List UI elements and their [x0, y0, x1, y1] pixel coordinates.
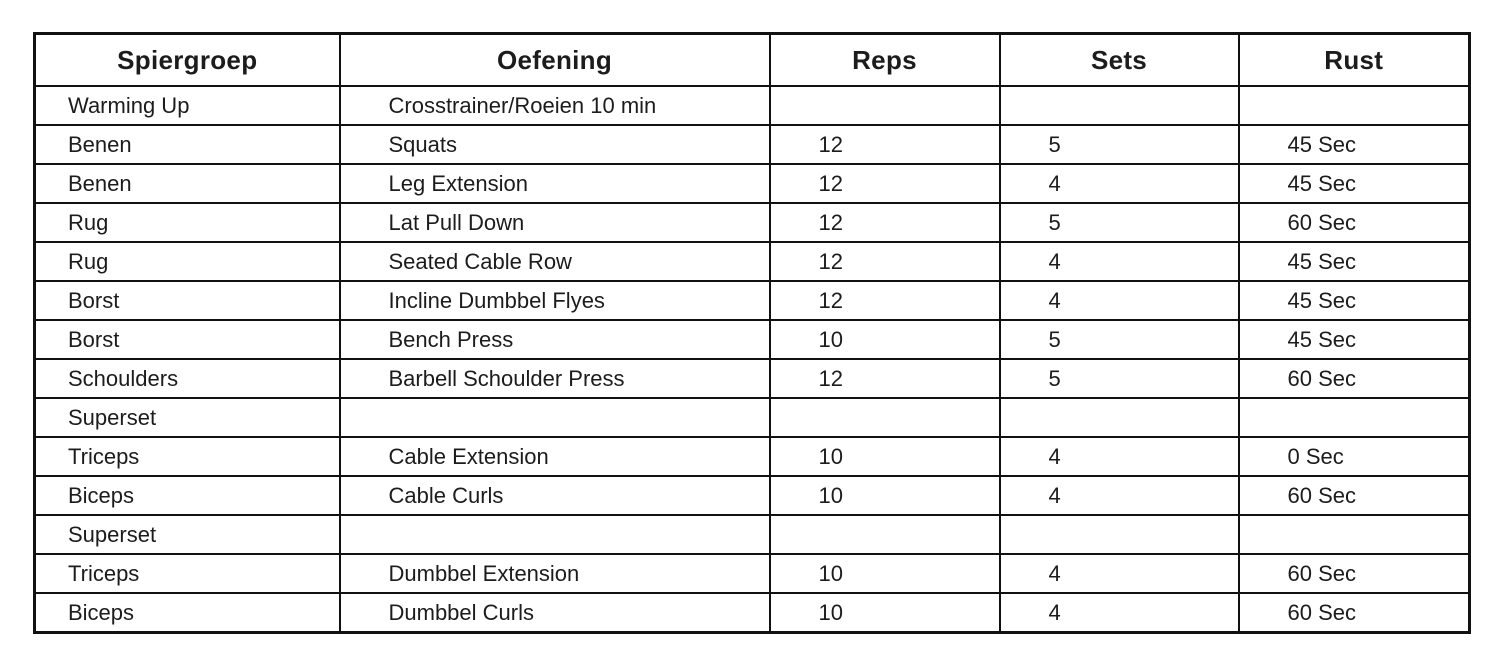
cell-spiergroep: Rug: [35, 203, 340, 242]
cell-oefening: Crosstrainer/Roeien 10 min: [340, 86, 770, 125]
cell-reps: 12: [770, 125, 1000, 164]
table-row: [35, 437, 1470, 476]
cell-rust: 60 Sec: [1239, 554, 1470, 593]
column-header-rust: Rust: [1239, 34, 1470, 87]
cell-reps: 12: [770, 281, 1000, 320]
table-row: [35, 86, 1470, 125]
cell-reps: 10: [770, 437, 1000, 476]
table-row: [35, 593, 1470, 633]
table-row: [35, 242, 1470, 281]
table-row: [35, 203, 1470, 242]
cell-sets: 5: [1000, 125, 1239, 164]
table-row: [35, 359, 1470, 398]
cell-oefening: Cable Curls: [340, 476, 770, 515]
cell-sets: 5: [1000, 359, 1239, 398]
cell-sets: 5: [1000, 203, 1239, 242]
table-row: [35, 125, 1470, 164]
cell-oefening: Incline Dumbbel Flyes: [340, 281, 770, 320]
cell-rust: 60 Sec: [1239, 359, 1470, 398]
cell-spiergroep: Schoulders: [35, 359, 340, 398]
cell-spiergroep: Superset: [35, 515, 340, 554]
cell-sets: 5: [1000, 320, 1239, 359]
cell-reps: [770, 86, 1000, 125]
cell-spiergroep: Biceps: [35, 476, 340, 515]
cell-rust: [1239, 86, 1470, 125]
table-row: [35, 554, 1470, 593]
cell-rust: [1239, 398, 1470, 437]
cell-reps: 10: [770, 593, 1000, 633]
column-header-reps: Reps: [770, 34, 1000, 87]
cell-spiergroep: Benen: [35, 125, 340, 164]
cell-oefening: [340, 398, 770, 437]
cell-rust: 45 Sec: [1239, 125, 1470, 164]
cell-sets: 4: [1000, 554, 1239, 593]
cell-reps: 12: [770, 359, 1000, 398]
cell-sets: [1000, 86, 1239, 125]
cell-rust: 60 Sec: [1239, 593, 1470, 633]
cell-spiergroep: Benen: [35, 164, 340, 203]
cell-oefening: Barbell Schoulder Press: [340, 359, 770, 398]
column-header-oefening: Oefening: [340, 34, 770, 87]
cell-rust: 45 Sec: [1239, 320, 1470, 359]
table-row: [35, 320, 1470, 359]
cell-reps: 10: [770, 320, 1000, 359]
cell-spiergroep: Rug: [35, 242, 340, 281]
cell-spiergroep: Biceps: [35, 593, 340, 633]
table-row: [35, 398, 1470, 437]
cell-spiergroep: Warming Up: [35, 86, 340, 125]
table-body: [35, 86, 1470, 633]
cell-rust: 45 Sec: [1239, 164, 1470, 203]
cell-spiergroep: Superset: [35, 398, 340, 437]
cell-oefening: Squats: [340, 125, 770, 164]
table-row: [35, 476, 1470, 515]
cell-spiergroep: Borst: [35, 320, 340, 359]
cell-sets: [1000, 515, 1239, 554]
cell-spiergroep: Triceps: [35, 437, 340, 476]
cell-sets: 4: [1000, 437, 1239, 476]
cell-sets: 4: [1000, 593, 1239, 633]
cell-rust: 0 Sec: [1239, 437, 1470, 476]
table-row: [35, 281, 1470, 320]
cell-rust: 60 Sec: [1239, 203, 1470, 242]
cell-sets: 4: [1000, 242, 1239, 281]
cell-rust: 45 Sec: [1239, 242, 1470, 281]
cell-sets: 4: [1000, 476, 1239, 515]
table-row: [35, 164, 1470, 203]
cell-sets: [1000, 398, 1239, 437]
column-header-sets: Sets: [1000, 34, 1239, 87]
cell-reps: 12: [770, 242, 1000, 281]
workout-schedule-table: [33, 32, 1471, 634]
cell-rust: [1239, 515, 1470, 554]
cell-oefening: Dumbbel Curls: [340, 593, 770, 633]
cell-rust: 45 Sec: [1239, 281, 1470, 320]
cell-oefening: Bench Press: [340, 320, 770, 359]
cell-reps: 12: [770, 164, 1000, 203]
cell-reps: 10: [770, 476, 1000, 515]
cell-oefening: Lat Pull Down: [340, 203, 770, 242]
cell-spiergroep: Borst: [35, 281, 340, 320]
table-row: [35, 515, 1470, 554]
cell-reps: [770, 398, 1000, 437]
cell-sets: 4: [1000, 281, 1239, 320]
column-header-spiergroep: Spiergroep: [35, 34, 340, 87]
header-row: [35, 34, 1470, 87]
cell-spiergroep: Triceps: [35, 554, 340, 593]
cell-reps: 12: [770, 203, 1000, 242]
cell-oefening: [340, 515, 770, 554]
cell-sets: 4: [1000, 164, 1239, 203]
cell-reps: [770, 515, 1000, 554]
cell-reps: 10: [770, 554, 1000, 593]
cell-rust: 60 Sec: [1239, 476, 1470, 515]
cell-oefening: Leg Extension: [340, 164, 770, 203]
cell-oefening: Cable Extension: [340, 437, 770, 476]
cell-oefening: Seated Cable Row: [340, 242, 770, 281]
cell-oefening: Dumbbel Extension: [340, 554, 770, 593]
